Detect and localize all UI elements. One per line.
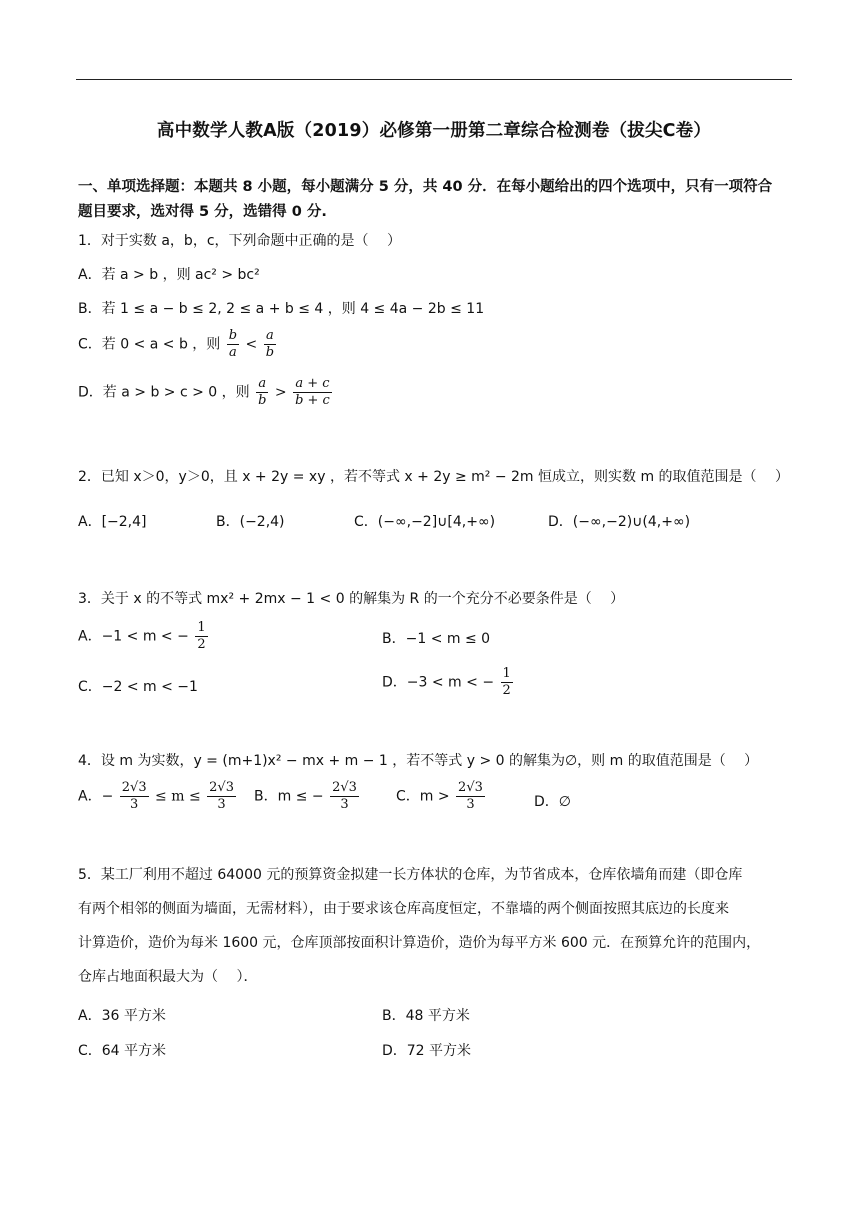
q1-c-operator: < <box>245 336 258 353</box>
q1-d-operator: > <box>274 384 287 401</box>
q5-option-c: C．64 平方米 <box>78 1043 167 1059</box>
q4-stem: 4．设 m 为实数，y = (m+1)x² − mx + m − 1 ，若不等式 y > 0 的解集为∅，则 m 的取值范围是（ ） <box>78 753 759 769</box>
q4-a-fraction-2 <box>207 780 236 813</box>
q3-a-num: 1 <box>197 620 206 635</box>
q1-stem: 1．对于实数 a，b，c，下列命题中正确的是（ ） <box>78 233 401 249</box>
q5-line-4: 仓库占地面积最大为（ ）． <box>78 969 258 985</box>
q1-option-d <box>78 376 334 409</box>
q2-option-c: C．(−∞,−2]∪[4,+∞) <box>354 514 496 530</box>
q5-line-1: 5．某工厂利用不超过 64000 元的预算资金拟建一长方体状的仓库，为节省成本，仓库依墙角而建（即仓库 <box>78 867 743 883</box>
q3-option-c: C．−2 < m < −1 <box>78 679 198 695</box>
q3-option-a <box>78 620 210 653</box>
q5-line-2: 有两个相邻的侧面为墙面，无需材料），由于要求该仓库高度恒定，不靠墙的两个侧面按照其底边的长度来 <box>78 901 729 917</box>
section-instructions-line2: 题目要求，选对得 5 分，选错得 0 分. <box>78 204 327 220</box>
q4-c-num: 2√3 <box>458 780 483 795</box>
q1-option-b: B．若 1 ≤ a − b ≤ 2, 2 ≤ a + b ≤ 4 ，则 4 ≤ 4a − 2b ≤ 11 <box>78 301 485 317</box>
q1-c-den1: a <box>229 345 237 360</box>
q1-d-fraction-2 <box>293 376 332 409</box>
q3-option-b: B．−1 < m ≤ 0 <box>382 631 491 647</box>
q3-option-d-prefix: D．−3 < m < − <box>382 674 495 691</box>
q1-c-fraction-1 <box>227 328 239 361</box>
q5-stem <box>78 858 794 994</box>
q1-d-num1: a <box>258 376 267 391</box>
q3-option-a-prefix: A．−1 < m < − <box>78 628 189 645</box>
q4-option-b-prefix: B．m ≤ − <box>254 788 324 805</box>
q1-c-fraction-2 <box>264 328 276 361</box>
q2-option-d: D．(−∞,−2)∪(4,+∞) <box>548 514 691 530</box>
q4-b-fraction <box>330 780 359 813</box>
q2-option-b: B．(−2,4) <box>216 514 285 530</box>
q4-b-num: 2√3 <box>332 780 357 795</box>
q3-stem: 3．关于 x 的不等式 mx² + 2mx − 1 < 0 的解集为 R 的一个充分不必要条件是（ ） <box>78 591 625 607</box>
q1-d-den2: b + c <box>295 393 330 408</box>
q4-a-num1: 2√3 <box>121 780 147 795</box>
q4-option-a <box>78 780 238 813</box>
q3-d-den: 2 <box>502 683 511 698</box>
q4-option-b <box>254 780 361 813</box>
q4-c-den: 3 <box>466 797 475 812</box>
q1-option-a: A．若 a > b ，则 ac² > bc² <box>78 267 260 283</box>
q1-option-c <box>78 328 278 361</box>
q4-c-fraction <box>456 780 485 813</box>
q1-option-d-prefix: D．若 a > b > c > 0 ，则 <box>78 384 250 401</box>
q4-option-c <box>396 780 487 813</box>
q4-b-den: 3 <box>340 797 349 812</box>
q3-option-d <box>382 666 515 699</box>
q5-line-3: 计算造价，造价为每米 1600 元，仓库顶部按面积计算造价，造价为每平方米 600 元．在预算允许的范围内， <box>78 935 761 951</box>
q4-a-fraction-1 <box>120 780 149 813</box>
q3-a-fraction <box>195 620 207 653</box>
page-title: 高中数学人教A版（2019）必修第一册第二章综合检测卷（拔尖C卷） <box>156 121 712 141</box>
q4-option-a-prefix: A．− <box>78 788 114 805</box>
q4-option-c-prefix: C．m > <box>396 788 450 805</box>
q3-d-fraction <box>501 666 513 699</box>
q1-d-den1: b <box>258 393 267 408</box>
q3-a-den: 2 <box>197 637 206 652</box>
header-rule <box>76 79 792 80</box>
section-instructions-line1: 一、单项选择题：本题共 8 小题，每小题满分 5 分，共 40 分．在每小题给出的四个选项中，只有一项符合 <box>78 179 773 195</box>
q2-stem: 2．已知 x＞0，y＞0，且 x + 2y = xy ，若不等式 x + 2y ≥ m² − 2m 恒成立，则实数 m 的取值范围是（ ） <box>78 469 790 485</box>
q5-option-b: B．48 平方米 <box>382 1008 470 1024</box>
q3-d-num: 1 <box>502 666 511 681</box>
q4-a-den2: 3 <box>217 797 226 812</box>
q4-a-middle: ≤ m ≤ <box>155 788 201 805</box>
q4-option-d: D．∅ <box>534 794 571 810</box>
q5-option-a: A．36 平方米 <box>78 1008 166 1024</box>
q1-option-c-prefix: C．若 0 < a < b ，则 <box>78 336 221 353</box>
q5-option-d: D．72 平方米 <box>382 1043 472 1059</box>
q1-d-fraction-1 <box>256 376 268 409</box>
q1-c-num2: a <box>266 328 274 343</box>
q2-option-a: A．[−2,4] <box>78 514 147 530</box>
q4-a-den1: 3 <box>130 797 139 812</box>
q1-c-den2: b <box>265 345 275 360</box>
q4-a-num2: 2√3 <box>209 780 234 795</box>
q1-c-num1: b <box>228 328 238 343</box>
q1-d-num2: a + c <box>295 376 330 391</box>
